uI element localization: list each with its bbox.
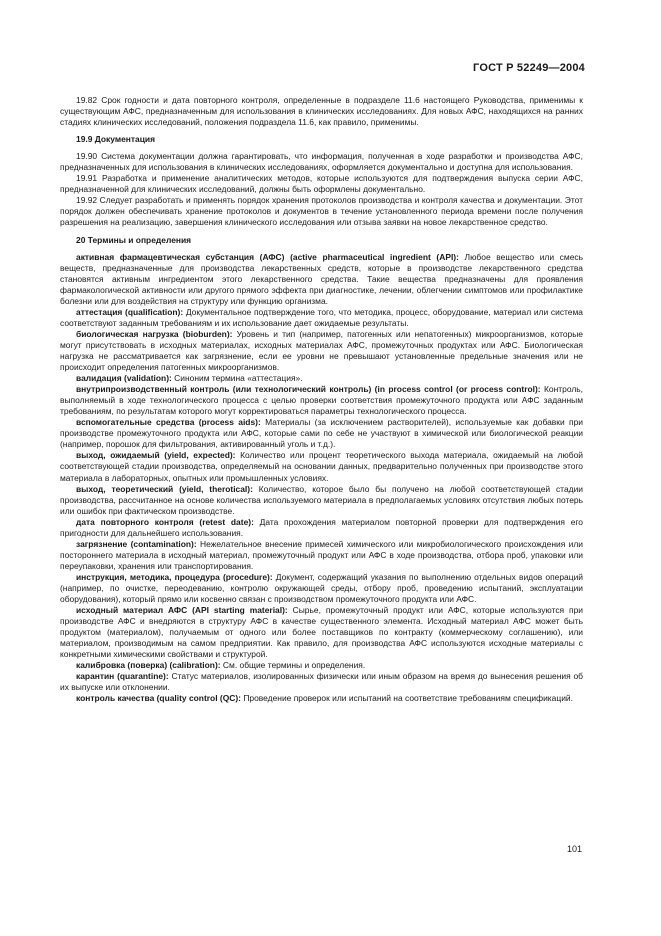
term-name: аттестация (qualification): — [76, 306, 184, 317]
term-name: вспомогательные средства (process aids): — [76, 417, 261, 428]
term-text: Уровень и тип (например, патогенных или непатогенных) микроорганизмов, которые могут присутствовать в исходных материалах, исходных материалах АФС, промежуточных продуктах или АФС. Биологическая нагрузка не рассматривается как загрязнение, если ее уровни не превышают установленные предельные значения или не происходит определения патогенных микроорганизмов. — [60, 328, 583, 373]
term-text: См. общие термины и определения. — [220, 660, 366, 671]
term-name: выход, теоретический (yield, therotical): — [76, 483, 253, 494]
term-definition — [60, 693, 583, 704]
term-definition — [60, 373, 583, 384]
term-name: активная фармацевтическая субстанция (АФС) (active pharmaceutical ingredient (API): — [76, 251, 459, 262]
term-text: Сырье, промежуточный продукт или АФС, которые используются при производстве АФС и внедряются в структуру АФС в качестве существенного элемента. Исходный материал АФС может быть продуктом (материалом), получаемым от одного или более поставщиков по контракту (коммерческому соглашению), или материалом, производимым на самом предприятии. Как правило, для производства АФС используются исходные материалы с конкретными химическими свойствами и структурой. — [60, 605, 584, 660]
term-definition — [60, 307, 583, 329]
term-text: Проведение проверок или испытаний на соответствие требованиям спецификаций. — [240, 693, 573, 704]
term-text: Контроль, выполняемый в ходе технологического процесса с целью проверки соответствия промежуточного продукта или АФС заданным требованиям, по результатам которого могут корректироваться параметры технологического процесса. — [60, 384, 583, 417]
term-definition — [60, 671, 583, 693]
term-name: дата повторного контроля (retest date): — [76, 516, 254, 527]
term-text: Количество, которое было бы получено на любой соответствующей стадии производства, рассчитанное на основе количества используемого материала в предполагаемых условиях отсутствия любых потерь или ошибок при фактическом производстве. — [60, 483, 583, 516]
term-name: валидация (validation): — [76, 373, 172, 384]
document-header-id: ГОСТ Р 52249—2004 — [473, 62, 585, 74]
term-definition — [60, 450, 583, 483]
term-definition — [60, 329, 583, 373]
section-heading-19-9: 19.9 Документация — [76, 134, 155, 145]
term-definition — [60, 572, 583, 605]
term-name: карантин (quarantine): — [76, 671, 169, 682]
terms-list — [60, 252, 583, 705]
term-definition — [60, 484, 583, 517]
document-body — [60, 95, 583, 704]
paragraph-19-91: 19.91 Разработка и применение аналитических методов, которые используются для подтверждения выпуска серии АФС, предназначенной для клинических исследований, должны быть оформлены документально. — [60, 173, 583, 195]
term-text: Дата прохождения материалом повторной проверки для подтверждения его пригодности для дальнейшего использования. — [60, 516, 583, 538]
term-text: Материалы (за исключением растворителей), используемые как добавки при производстве промежуточного продукта или АФС, которые сами по себе не участвуют в химической или биологической реакции (например, порошок для фильтрования, активированный уголь и т.д.). — [60, 417, 583, 450]
term-text: Статус материалов, изолированных физически или иным образом на время до вынесения решения об их выпуске или отклонении. — [60, 671, 583, 693]
term-name: инструкция, методика, процедура (procedure): — [76, 571, 273, 582]
term-name: контроль качества (quality control (QC): — [76, 693, 241, 704]
term-definition — [60, 517, 583, 539]
paragraph-19-90: 19.90 Система документации должна гарантировать, что информация, полученная в ходе разработки и производства АФС, предназначенных для использования в клинических исследованиях, оформляется документально и доступна для использования. — [60, 151, 583, 173]
term-definition — [60, 417, 583, 450]
term-definition — [60, 605, 583, 660]
term-text: Нежелательное внесение примесей химического или микробиологического происхождения или постороннего материала в исходный материал, промежуточный продукт или АФС в ходе производства, отбора проб, упаковки или переупаковки, хранения или транспортирования. — [60, 538, 584, 571]
term-definition — [60, 539, 583, 572]
term-name: выход, ожидаемый (yield, expected): — [76, 450, 236, 461]
paragraph-19-92: 19.92 Следует разработать и применять порядок хранения протоколов производства и контроля качества и документации. Этот порядок должен обеспечивать хранение протоколов и документов в течение установленного периода времени после получения разрешения на реализацию, завершения клинического исследования или отзыва заявки на новое лекарственное средство. — [60, 195, 583, 228]
term-definition — [60, 660, 583, 671]
page-number: 101 — [566, 844, 582, 854]
term-text: Документальное подтверждение того, что методика, процесс, оборудование, материал или система соответствуют заданным требованиям и их использование дает ожидаемые результаты. — [60, 306, 583, 328]
term-text: Количество или процент теоретического выхода материала, ожидаемый на любой соответствующей стадии производства, определяемый на основании данных, предварительно полученных при производстве этого материала в лабораторных, опытных или промышленных условиях. — [60, 450, 583, 483]
section-heading-20: 20 Термины и определения — [76, 234, 192, 245]
term-text: Документ, содержащий указания по выполнению отдельных видов операций (например, по очистке, переодеванию, контролю окружающей среды, отбору проб, проведению испытаний, эксплуатации оборудования), который прямо или косвенно связан с производством промежуточного продукта или АФС. — [60, 571, 584, 605]
term-name: исходный материал АФС (API starting material): — [76, 605, 288, 616]
term-definition — [60, 384, 583, 417]
term-name: загрязнение (contamination): — [76, 538, 197, 549]
term-name: биологическая нагрузка (bioburden): — [76, 328, 233, 339]
term-name: калибровка (поверка) (calibration): — [76, 660, 221, 671]
term-text: Любое вещество или смесь веществ, предназначенные для производства лекарственных средств, которые в производстве лекарственного средства становятся активным ингредиентом этого лекарственного средства. Такие вещества предназначены для проявления фармакологической активности или другого прямого эффекта при диагностике, лечении, облегчении симптомов или профилактике болезни или для воздействия на структуру или функцию организма. — [60, 251, 584, 306]
paragraph-19-82: 19.82 Срок годности и дата повторного контроля, определенные в подразделе 11.6 настоящего Руководства, применимы к существующим АФС, предназначенным для использования в клинических исследованиях. Для новых АФС, находящихся на ранних стадиях клинических исследований, положения подраздела 11.6, как правило, применимы. — [60, 95, 583, 128]
term-name: внутрипроизводственный контроль (или технологический контроль) (in process control (or process control): — [76, 384, 541, 395]
term-definition — [60, 252, 583, 307]
term-text: Синоним термина «аттестация». — [171, 373, 303, 384]
